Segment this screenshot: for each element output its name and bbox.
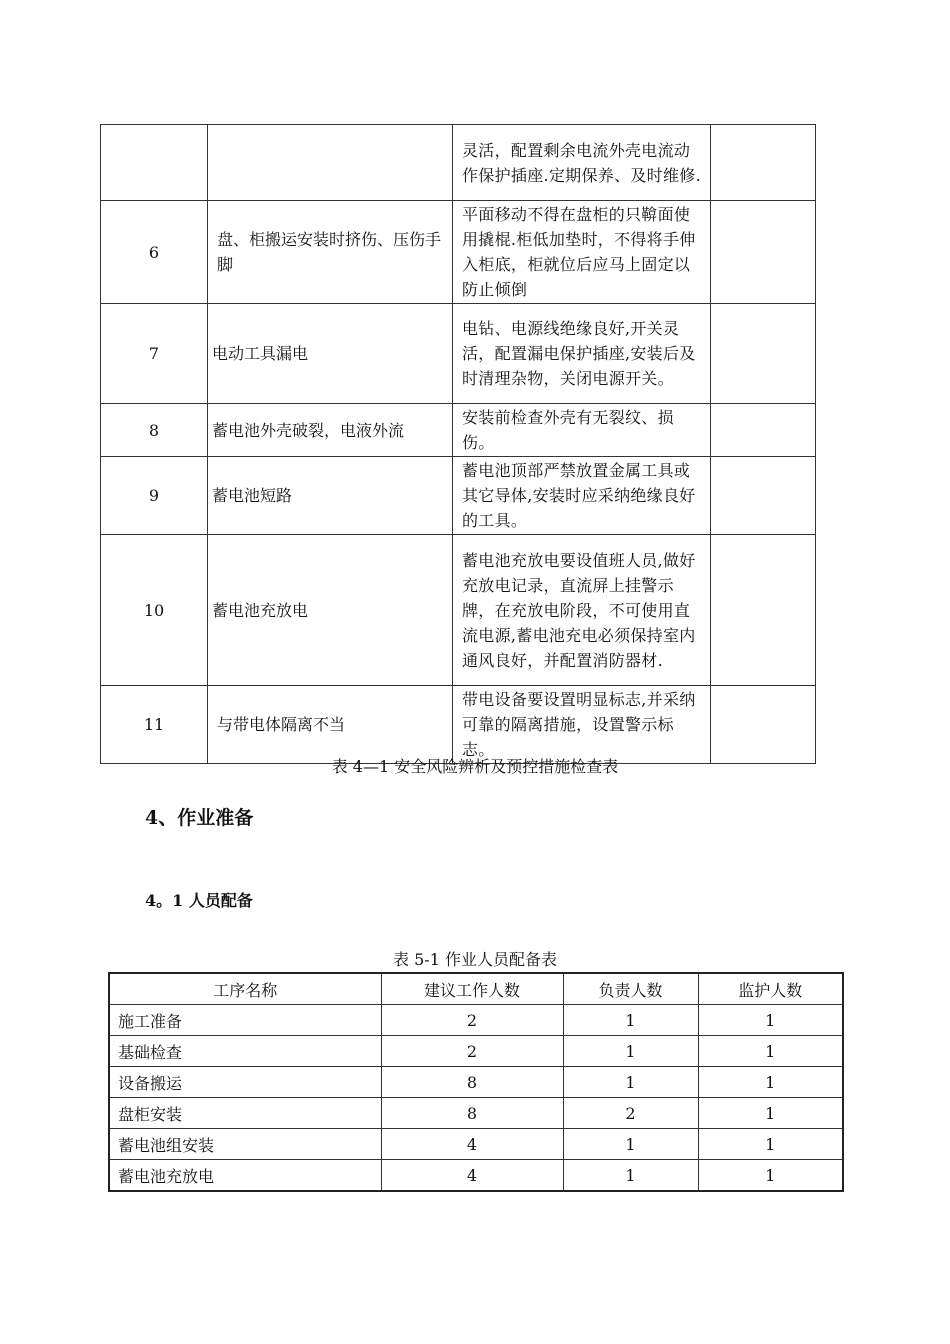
process-name: 蓄电池组安装 <box>109 1129 381 1160</box>
guardian-count: 1 <box>698 1129 843 1160</box>
table-row <box>101 201 816 304</box>
risk-description: 电动工具漏电 <box>208 304 453 404</box>
suggested-workers: 2 <box>381 1005 563 1036</box>
responsible-count: 1 <box>563 1160 698 1192</box>
table-caption: 表 5-1 作业人员配备表 <box>393 950 557 969</box>
control-measure: 带电设备要设置明显标志,并采纳可靠的隔离措施，设置警示标志。 <box>453 686 711 764</box>
risk-description <box>208 125 453 201</box>
suggested-workers: 8 <box>381 1098 563 1129</box>
table-row <box>109 1067 843 1098</box>
process-name: 基础检查 <box>109 1036 381 1067</box>
table-row <box>109 1098 843 1129</box>
process-name: 设备搬运 <box>109 1067 381 1098</box>
suggested-workers: 4 <box>381 1160 563 1192</box>
staffing-table <box>108 972 844 1192</box>
risk-no: 7 <box>101 304 208 404</box>
table-row <box>109 1129 843 1160</box>
risk-description: 蓄电池短路 <box>208 457 453 535</box>
control-measure: 灵活，配置剩余电流外壳电流动作保护插座.定期保养、及时维修. <box>453 125 711 201</box>
risk-no: 11 <box>101 686 208 764</box>
risk-no: 9 <box>101 457 208 535</box>
responsible-count: 2 <box>563 1098 698 1129</box>
table-row <box>109 1160 843 1192</box>
remark-cell <box>711 304 816 404</box>
column-header: 负责人数 <box>563 973 698 1005</box>
guardian-count: 1 <box>698 1098 843 1129</box>
risk-no: 8 <box>101 404 208 457</box>
guardian-count: 1 <box>698 1036 843 1067</box>
control-measure: 电钻、电源线绝缘良好,开关灵活，配置漏电保护插座,安装后及时清理杂物，关闭电源开关。 <box>453 304 711 404</box>
table-row <box>101 404 816 457</box>
guardian-count: 1 <box>698 1005 843 1036</box>
risk-description: 蓄电池充放电 <box>208 535 453 686</box>
risk-description: 蓄电池外壳破裂，电液外流 <box>208 404 453 457</box>
risk-description: 与带电体隔离不当 <box>208 686 453 764</box>
risk-no <box>101 125 208 201</box>
table-row <box>101 686 816 764</box>
table-caption: 表 4—1 安全风险辨析及预控措施检查表 <box>331 757 619 776</box>
table-row <box>109 1005 843 1036</box>
column-header: 建议工作人数 <box>381 973 563 1005</box>
remark-cell <box>711 201 816 304</box>
control-measure: 蓄电池顶部严禁放置金属工具或其它导体,安装时应采纳绝缘良好的工具。 <box>453 457 711 535</box>
table-header-row <box>109 973 843 1005</box>
suggested-workers: 4 <box>381 1129 563 1160</box>
table-row <box>101 304 816 404</box>
responsible-count: 1 <box>563 1036 698 1067</box>
table-row <box>101 457 816 535</box>
remark-cell <box>711 686 816 764</box>
risk-no: 10 <box>101 535 208 686</box>
risk-no: 6 <box>101 201 208 304</box>
control-measure: 蓄电池充放电要设值班人员,做好充放电记录，直流屏上挂警示牌，在充放电阶段，不可使用直流电源,蓄电池充电必须保持室内通风良好，并配置消防器材. <box>453 535 711 686</box>
control-measure: 安装前检查外壳有无裂纹、损伤。 <box>453 404 711 457</box>
suggested-workers: 8 <box>381 1067 563 1098</box>
guardian-count: 1 <box>698 1067 843 1098</box>
remark-cell <box>711 404 816 457</box>
column-header: 监护人数 <box>698 973 843 1005</box>
control-measure: 平面移动不得在盘柜的只鞥面使用撬棍.柜低加垫时，不得将手伸入柜底，柜就位后应马上固定以防止倾倒 <box>453 201 711 304</box>
remark-cell <box>711 125 816 201</box>
responsible-count: 1 <box>563 1129 698 1160</box>
table-row <box>101 125 816 201</box>
risk-description: 盘、柜搬运安装时挤伤、压伤手脚 <box>208 201 453 304</box>
process-name: 施工准备 <box>109 1005 381 1036</box>
column-header: 工序名称 <box>109 973 381 1005</box>
responsible-count: 1 <box>563 1005 698 1036</box>
guardian-count: 1 <box>698 1160 843 1192</box>
table-row <box>109 1036 843 1067</box>
process-name: 盘柜安装 <box>109 1098 381 1129</box>
suggested-workers: 2 <box>381 1036 563 1067</box>
remark-cell <box>711 535 816 686</box>
remark-cell <box>711 457 816 535</box>
table-row <box>101 535 816 686</box>
responsible-count: 1 <box>563 1067 698 1098</box>
section-heading: 4、作业准备 <box>145 807 254 829</box>
subsection-heading: 4。1 人员配备 <box>145 891 253 910</box>
risk-control-table <box>100 124 816 764</box>
process-name: 蓄电池充放电 <box>109 1160 381 1192</box>
